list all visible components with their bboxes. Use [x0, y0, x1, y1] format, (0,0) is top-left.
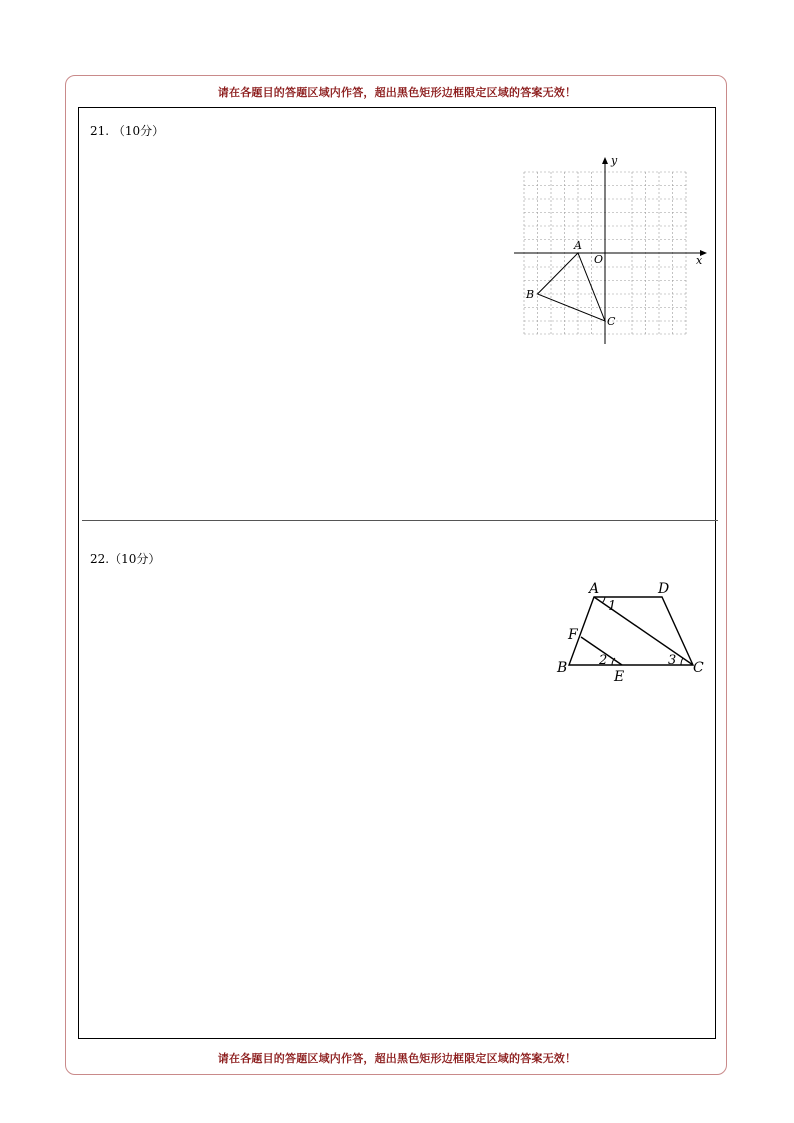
- point-e-label: E: [614, 669, 625, 685]
- point-d-label: D: [658, 581, 670, 597]
- coordinate-grid-figure: [510, 150, 710, 354]
- trapezoid-figure: [550, 578, 710, 692]
- origin-label: O: [594, 253, 604, 266]
- question-22-label: 22.（10分）: [90, 552, 161, 566]
- y-axis-label: y: [611, 154, 618, 167]
- angle-mark-3: [681, 658, 683, 665]
- point-b-label: B: [557, 660, 568, 676]
- point-f-label: F: [568, 627, 578, 643]
- point-a-label: A: [589, 581, 600, 597]
- point-c-label: C: [607, 315, 616, 328]
- x-axis-label: x: [696, 254, 703, 267]
- notice-top: 请在各题目的答题区域内作答，超出黑色矩形边框限定区域的答案无效！: [217, 86, 577, 99]
- point-a-label: A: [574, 239, 582, 252]
- point-c-label: C: [693, 660, 704, 676]
- question-21-label: 21. （10分）: [90, 124, 165, 138]
- point-b-label: B: [526, 288, 535, 301]
- angle-1-label: 1: [608, 599, 617, 614]
- angle-2-label: 2: [599, 653, 608, 668]
- angle-mark-1: [602, 597, 605, 603]
- notice-bottom: 请在各题目的答题区域内作答，超出黑色矩形边框限定区域的答案无效！: [217, 1052, 577, 1065]
- question-divider: [82, 520, 718, 521]
- angle-3-label: 3: [668, 653, 677, 668]
